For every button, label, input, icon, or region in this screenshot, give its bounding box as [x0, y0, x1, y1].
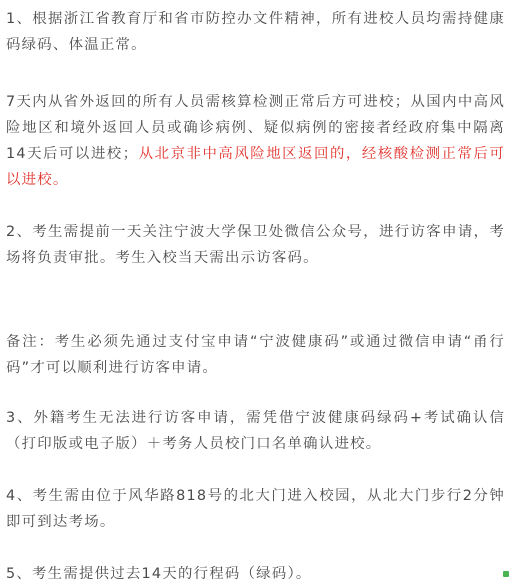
item-5-itinerary-code: 5、考生需提供过去14天的行程码（绿码）。 — [6, 566, 312, 582]
beijing-return-highlight: 从北京非中高风险地区返回的，经核酸检测正常后可以进校。 — [6, 146, 505, 188]
item-3-foreign-candidates: 3、外籍考生无法进行访客申请，需凭借宁波健康码绿码+考试确认信（打印版或电子版）＋考务人员校门口名单确认进校。 — [6, 410, 505, 452]
travel-rules-text: 7天内从省外返回的所有人员需核算检测正常后方可进校；从国内中高风险地区和境外返回人员或确诊病例、疑似病例的密接者经政府集中隔离14天后可以进校； — [6, 94, 505, 162]
note-health-code: 备注：考生必须先通过支付宝申请“宁波健康码”或通过微信申请“甬行码”才可以顺利进行访客申请。 — [6, 334, 505, 376]
item-4-north-gate: 4、考生需由位于风华路818号的北大门进入校园，从北大门步行2分钟即可到达考场。 — [6, 488, 505, 530]
corner-marker — [503, 571, 509, 577]
item-2-visitor-application: 2、考生需提前一天关注宁波大学保卫处微信公众号，进行访客申请，考场将负责审批。考生入校当天需出示访客码。 — [6, 224, 505, 266]
item-1-travel-rules — [6, 89, 505, 193]
item-1-health-code: 1、根据浙江省教育厅和省市防控办文件精神，所有进校人员均需持健康码绿码、体温正常。 — [6, 11, 505, 53]
